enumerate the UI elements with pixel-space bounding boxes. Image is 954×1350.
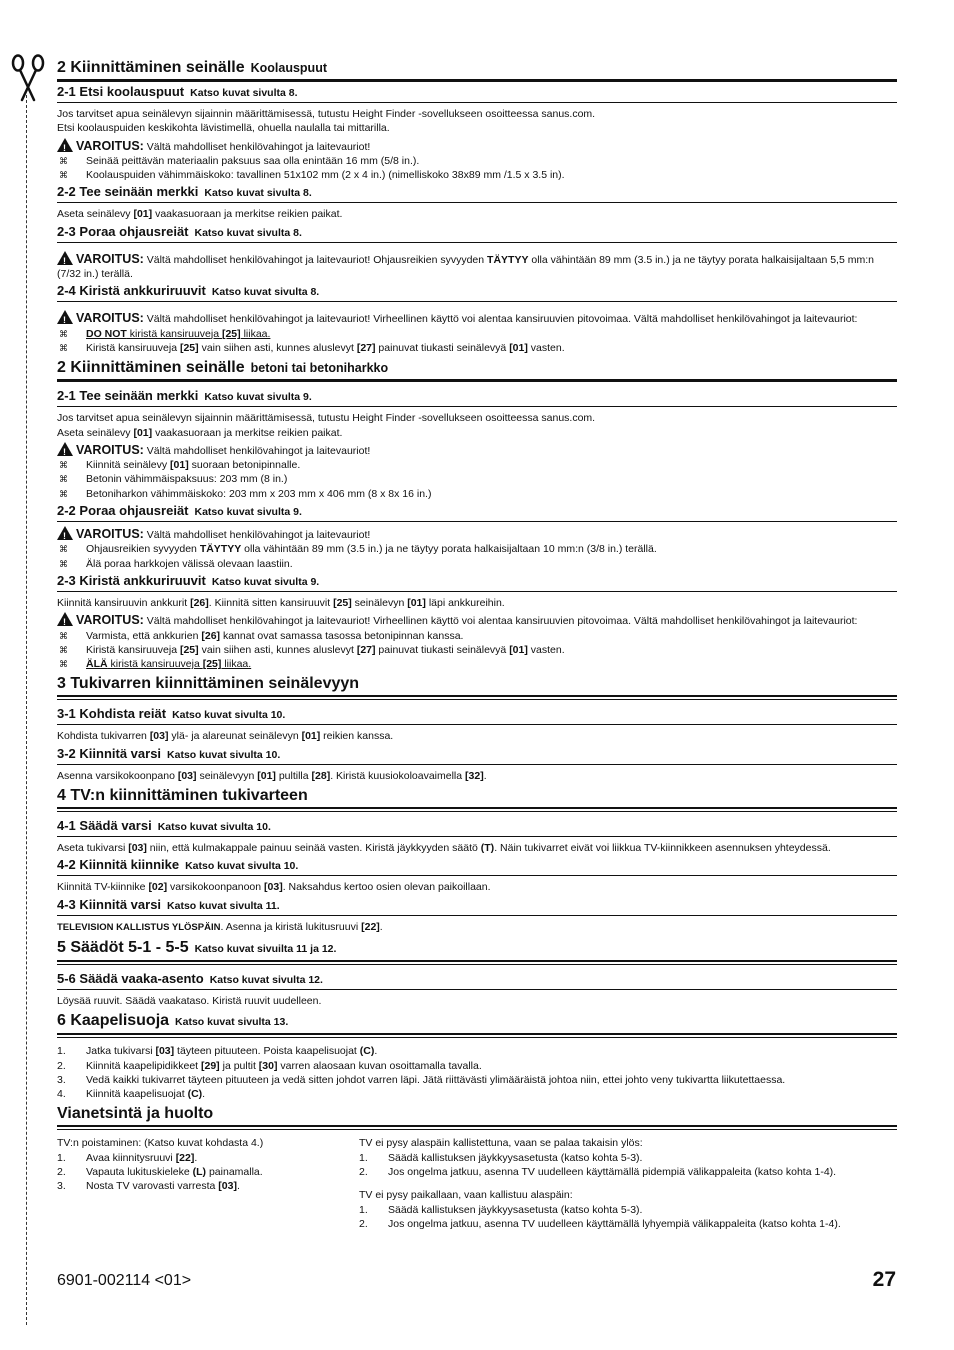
list-item: 2. Kiinnitä kaapelipidikkeet [29] ja pultit [30] varren alaosaan kuvan osoittamalla tavalla. (57, 1059, 482, 1072)
step-title: 5-6 Säädä vaaka-asento Katso kuvat sivulta 12. (57, 970, 323, 986)
bullet: ⌘ Betonin vähimmäispaksuus: 203 mm (8 in.) (57, 472, 897, 486)
cut-line (26, 95, 27, 1325)
warning-triangle-icon (57, 251, 73, 265)
document-code: 6901-002114 <01> (57, 1272, 192, 1289)
step-title: 2-4 Kiristä ankkuriruuvit Katso kuvat sivulta 8. (57, 283, 320, 299)
instructions (57, 55, 897, 1231)
bullet: ⌘ Älä poraa harkkojen välissä olevaan laastiin. (57, 557, 897, 571)
warning-triangle-icon (57, 310, 73, 324)
bullet: ⌘ Kiinnitä seinälevy [01] suoraan betonipinnalle. (57, 458, 897, 472)
section-title: 4 TV:n kiinnittäminen tukivarteen (57, 787, 308, 805)
paragraph: Kiinnitä TV-kiinnike [02] varsikokoonpanoon [03]. Naksahdus kertoo osien olevan paikoillaan. (57, 881, 491, 894)
step-title: 3-1 Kohdista reiät Katso kuvat sivulta 10. (57, 706, 286, 722)
paragraph: Aseta tukivarsi [03] niin, että kulmakappale painuu seinää vasten. Kiristä jäykkyyden säätö (T). Näin tukivarret eivät voi liikkua TV-kiinnikkeen asennuksen yhteydessä. (57, 842, 831, 855)
step-title: 2-2 Tee seinään merkki Katso kuvat sivulta 8. (57, 184, 312, 200)
warning: !VAROITUS: Vältä mahdolliset henkilövahingot ja laitevauriot! Virheellinen käyttö voi alentaa kansiruuvien pitovoimaa. Vältä mahdolliset henkilövahingot ja laitevauriot: (57, 310, 897, 326)
bullet: ⌘ Kiristä kansiruuveja [25] vain siihen asti, kunnes aluslevyt [27] painuvat tiukasti seinälevyä [01] vasten. (57, 341, 897, 355)
bullet: ⌘ Ohjausreikien syvyyden TÄYTYY olla vähintään 89 mm (3.5 in.) ja ne täytyy porata halkaisijaltaan 10 mm:n (3/8 in.) terällä. (57, 542, 897, 556)
page-number: 27 (872, 1268, 896, 1291)
paragraph: Asenna varsikokoonpano [03] seinälevyyn [01] pultilla [28]. Kiristä kuusiokoloavaimella [32]. (57, 769, 487, 782)
section-title: 5 Säädöt 5-1 - 5-5 Katso kuvat sivuilta 11 ja 12. (57, 938, 337, 956)
paragraph: TELEVISION KALLISTUS YLÖSPÄIN. Asenna ja kiristä lukitusruuvi [22]. (57, 920, 383, 933)
list-item: 3. Vedä kaikki tukivarret täyteen pituuteen ja vedä sitten johdot varren läpi. Jätä riittävästi ylimääräistä johtoa niin, ettei johto veny tukivartta liikutettaessa. (57, 1073, 786, 1086)
warning-triangle-icon (57, 138, 73, 152)
list-item: 2. Jos ongelma jatkuu, asenna TV uudelleen käyttämällä lyhyempiä välikappaleita (katso kohta 1-4). (359, 1217, 841, 1230)
step-title: 4-1 Säädä varsi Katso kuvat sivulta 10. (57, 818, 271, 834)
paragraph: TV:n poistaminen: (Katso kuvat kohdasta 4.) (57, 1137, 264, 1150)
warning-triangle-icon (57, 526, 73, 540)
step-title: 2-2 Poraa ohjausreiät Katso kuvat sivulta 9. (57, 503, 302, 519)
list-item: 3. Nosta TV varovasti varresta [03]. (57, 1180, 240, 1193)
section-title: 2 Kiinnittäminen seinälle Koolauspuut (57, 59, 327, 76)
bullet: ⌘ Seinää peittävän materiaalin paksuus saa olla enintään 16 mm (5/8 in.). (57, 154, 897, 168)
list-item: 1. Säädä kallistuksen jäykkyysasetusta (katso kohta 5-3). (359, 1203, 643, 1216)
step-title: 2-1 Tee seinään merkki Katso kuvat sivulta 9. (57, 388, 312, 404)
paragraph: Kiinnitä kansiruuvin ankkurit [26]. Kiinnitä sitten kansiruuvit [25] seinälevyn [01] läpi ankkureihin. (57, 596, 505, 609)
list-item: 1. Avaa kiinnitysruuvi [22]. (57, 1151, 198, 1164)
list-item: 2. Jos ongelma jatkuu, asenna TV uudelleen käyttämällä pidempiä välikappaleita (katso kohta 1-4). (359, 1165, 837, 1178)
bullet: ⌘ DO NOT kiristä kansiruuveja [25] liikaa. (57, 327, 897, 341)
bullet: ⌘ Betoniharkon vähimmäiskoko: 203 mm x 203 mm x 406 mm (8 x 8x 16 in.) (57, 487, 897, 501)
paragraph: Etsi koolauspuiden keskikohta lävistimellä, ohuella naulalla tai mittarilla. (57, 122, 390, 135)
paragraph: Jos tarvitset apua seinälevyn sijainnin määrittämisessä, tutustu Height Finder -sovellukseen osoitteessa sanus.com. (57, 108, 596, 120)
step-title: 2-1 Etsi koolauspuut Katso kuvat sivulta 8. (57, 84, 298, 99)
paragraph: Kohdista tukivarren [03] ylä- ja alareunat seinälevyn [01] reikien kanssa. (57, 730, 394, 743)
paragraph: Aseta seinälevy [01] vaakasuoraan ja merkitse reikien paikat. (57, 426, 343, 439)
paragraph: Jos tarvitset apua seinälevyn sijainnin määrittämisessä, tutustu Height Finder -sovellukseen osoitteessa sanus.com. (57, 412, 596, 425)
step-title: 2-3 Poraa ohjausreiät Katso kuvat sivulta 8. (57, 223, 302, 239)
step-title: 2-3 Kiristä ankkuriruuvit Katso kuvat sivulta 9. (57, 572, 320, 588)
bullet: ⌘ Kiristä kansiruuveja [25] vain siihen asti, kunnes aluslevyt [27] painuvat tiukasti seinälevyä [01] vasten. (57, 643, 897, 657)
warning: !VAROITUS: Vältä mahdolliset henkilövahingot ja laitevauriot! (57, 442, 897, 458)
bullet: ⌘ Koolauspuiden vähimmäiskoko: tavallinen 51x102 mm (2 x 4 in.) (nimelliskoko 38x89 mm /1.5 x 3.5 in). (57, 168, 897, 182)
bullet: ⌘ ÄLÄ kiristä kansiruuveja [25] liikaa. (57, 657, 897, 671)
step-title: 3-2 Kiinnitä varsi Katso kuvat sivulta 10. (57, 745, 281, 761)
paragraph: Löysää ruuvit. Säädä vaakataso. Kiristä ruuvit uudelleen. (57, 994, 322, 1007)
step-title: 4-3 Kiinnitä varsi Katso kuvat sivulta 11. (57, 896, 280, 912)
section-title: 6 Kaapelisuoja Katso kuvat sivulta 13. (57, 1012, 289, 1030)
list-item: 1. Säädä kallistuksen jäykkyysasetusta (katso kohta 5-3). (359, 1151, 643, 1164)
scissors-icon (10, 54, 46, 102)
warning: !VAROITUS: Vältä mahdolliset henkilövahingot ja laitevauriot! Ohjausreikien syvyyden TÄYTYY olla vähintään 89 mm (3.5 in.) ja ne täytyy porata halkaisijaltaan 5,5 mm:n (7/32 in.) terällä. (57, 251, 897, 282)
paragraph: Aseta seinälevy [01] vaakasuoraan ja merkitse reikien paikat. (57, 208, 343, 221)
section-title: Vianetsintä ja huolto (57, 1105, 214, 1123)
paragraph: TV ei pysy alaspäin kallistettuna, vaan se palaa takaisin ylös: (359, 1137, 643, 1150)
list-item: 4. Kiinnitä kaapelisuojat (C). (57, 1088, 206, 1101)
section-title: 2 Kiinnittäminen seinälle betoni tai betoniharkko (57, 359, 389, 377)
warning: !VAROITUS: Vältä mahdolliset henkilövahingot ja laitevauriot! (57, 138, 897, 154)
warning: !VAROITUS: Vältä mahdolliset henkilövahingot ja laitevauriot! (57, 526, 897, 542)
paragraph: TV ei pysy paikallaan, vaan kallistuu alaspäin: (359, 1189, 573, 1202)
warning: !VAROITUS: Vältä mahdolliset henkilövahingot ja laitevauriot! Virheellinen käyttö voi alentaa kansiruuvien pitovoimaa. Vältä mahdolliset henkilövahingot ja laitevauriot: (57, 612, 897, 628)
step-title: 4-2 Kiinnitä kiinnike Katso kuvat sivulta 10. (57, 857, 299, 873)
bullet: ⌘ Varmista, että ankkurien [26] kannat ovat samassa tasossa betonipinnan kanssa. (57, 629, 897, 643)
warning-triangle-icon (57, 442, 73, 456)
section-title: 3 Tukivarren kiinnittäminen seinälevyyn (57, 675, 360, 693)
list-item: 2. Vapauta lukituskieleke (L) painamalla. (57, 1165, 263, 1178)
warning-triangle-icon (57, 612, 73, 626)
list-item: 1. Jatka tukivarsi [03] täyteen pituuteen. Poista kaapelisuojat (C). (57, 1045, 378, 1058)
